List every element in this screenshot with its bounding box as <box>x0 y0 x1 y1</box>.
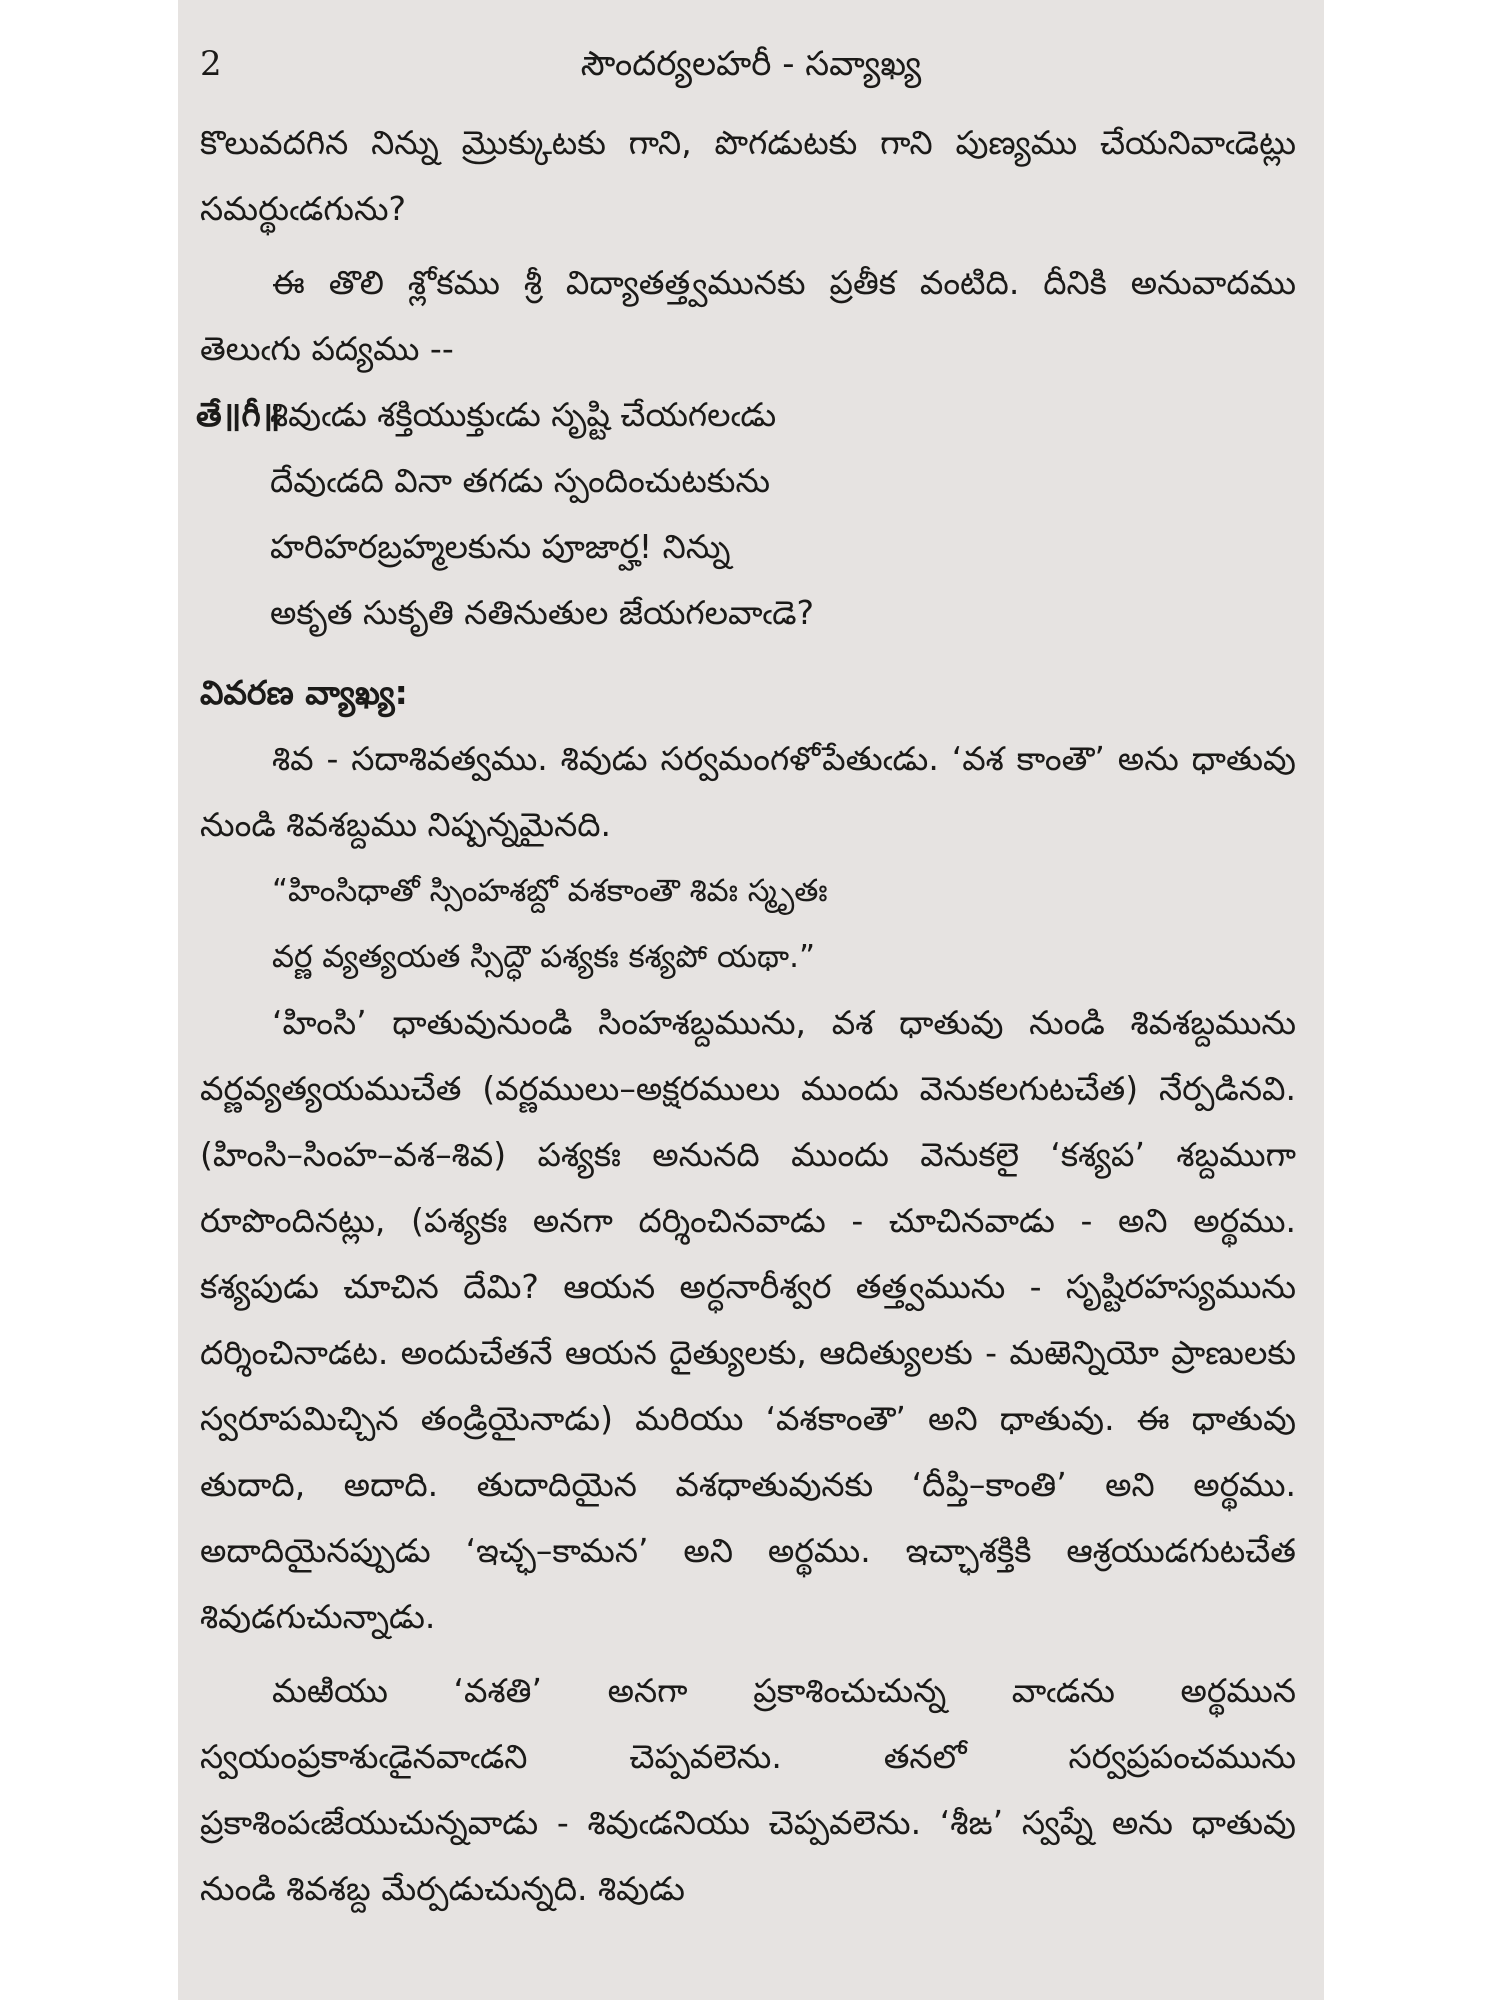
paragraph-5: మఱియు ‘వశతి’ అనగా ప్రకాశించుచున్న వాఁడను అర్థమున స్వయంప్రకాశుఁడైనవాఁడని చెప్పవలెను. తనలో సర్వప్రపంచమును ప్రకాశింపఁజేయుచున్నవాడు - శివుఁడనియు చెప్పవలెను. ‘శీఙ’ స్వప్నే అను ధాతువు నుండి శివశబ్ద మేర్పడుచున్నది. శివుడు <box>200 1671 1296 1908</box>
paragraph-2: ఈ తొలి శ్లోకము శ్రీ విద్యాతత్త్వమునకు ప్రతీక వంటిది. దీనికి అనువాదము తెలుఁగు పద్యము -- <box>200 263 1296 368</box>
page-number: 2 <box>200 44 222 84</box>
verse-meter-label: తే॥గీ॥ <box>196 395 281 434</box>
paragraph-3: శివ - సదాశివత్వము. శివుడు సర్వమంగళోపేతుఁడు. ‘వశ కాంతౌ’ అను ధాతువు నుండి శివశబ్దము నిష్పన్నమైనది. <box>200 739 1296 844</box>
book-page <box>178 0 1324 2000</box>
verse-line: శివుఁడు శక్తియుక్తుఁడు సృష్టి చేయగలఁడు <box>270 395 777 434</box>
quote-line: “హింసిధాతో స్సింహశబ్దో వశకాంతౌ శివః స్మృతః <box>272 873 828 909</box>
verse-line: దేవుఁడది వినా తగడు స్పందించుటకును <box>270 461 771 500</box>
body-text <box>196 110 1296 1922</box>
verse-line: హరిహరబ్రహ్మలకును పూజార్హ! నిన్ను <box>270 527 731 566</box>
section-heading: వివరణ వ్యాఖ్య: <box>200 673 408 712</box>
running-title: సౌందర్యలహరీ - సవ్యాఖ్య <box>580 44 922 84</box>
page-header <box>200 34 1302 94</box>
verse-line: అకృత సుకృతి నతినుతుల జేయగలవాఁడె? <box>270 593 815 632</box>
paragraph-4: ‘హింసి’ ధాతువునుండి సింహశబ్దమును, వశ ధాతువు నుండి శివశబ్దమును వర్ణవ్యత్యయముచేత (వర్ణములు–అక్షరములు ముందు వెనుకలగుటచేత) నేర్పడినవి. (హింసి–సింహ–వశ–శివ) పశ్యకః అనునది ముందు వెనుకలై ‘కశ్యప’ శబ్దముగా రూపొందినట్లు, (పశ్యకః అనగా దర్శించినవాడు - చూచినవాడు - అని అర్థము. కశ్యపుడు చూచిన దేమి? ఆయన అర్ధనారీశ్వర తత్త్వమును - సృష్టిరహస్యమును దర్శించినాడట. అందుచేతనే ఆయన దైత్యులకు, ఆదిత్యులకు - మఱెన్నియో ప్రాణులకు స్వరూపమిచ్చిన తండ్రియైనాడు) మరియు ‘వశకాంతౌ’ అని ధాతువు. ఈ ధాతువు తుదాది, అదాది. తుదాదియైన వశధాతువునకు ‘దీప్తి–కాంతి’ అని అర్థము. అదాదియైనప్పుడు ‘ఇచ్ఛ–కామన’ అని అర్థము. ఇచ్ఛాశక్తికి ఆశ్రయుడగుటచేత శివుడగుచున్నాడు. <box>200 1003 1296 1636</box>
paragraph-1: కొలువదగిన నిన్ను మ్రొక్కుటకు గాని, పొగడుటకు గాని పుణ్యము చేయనివాఁడెట్లు సమర్థుఁడగును? <box>200 123 1296 228</box>
quote-line: వర్ణ వ్యత్యయత స్సిద్ధౌ పశ్యకః కశ్యపో యథా.” <box>272 939 816 975</box>
sanskrit-quote <box>200 858 1296 990</box>
telugu-verse <box>196 382 1296 646</box>
